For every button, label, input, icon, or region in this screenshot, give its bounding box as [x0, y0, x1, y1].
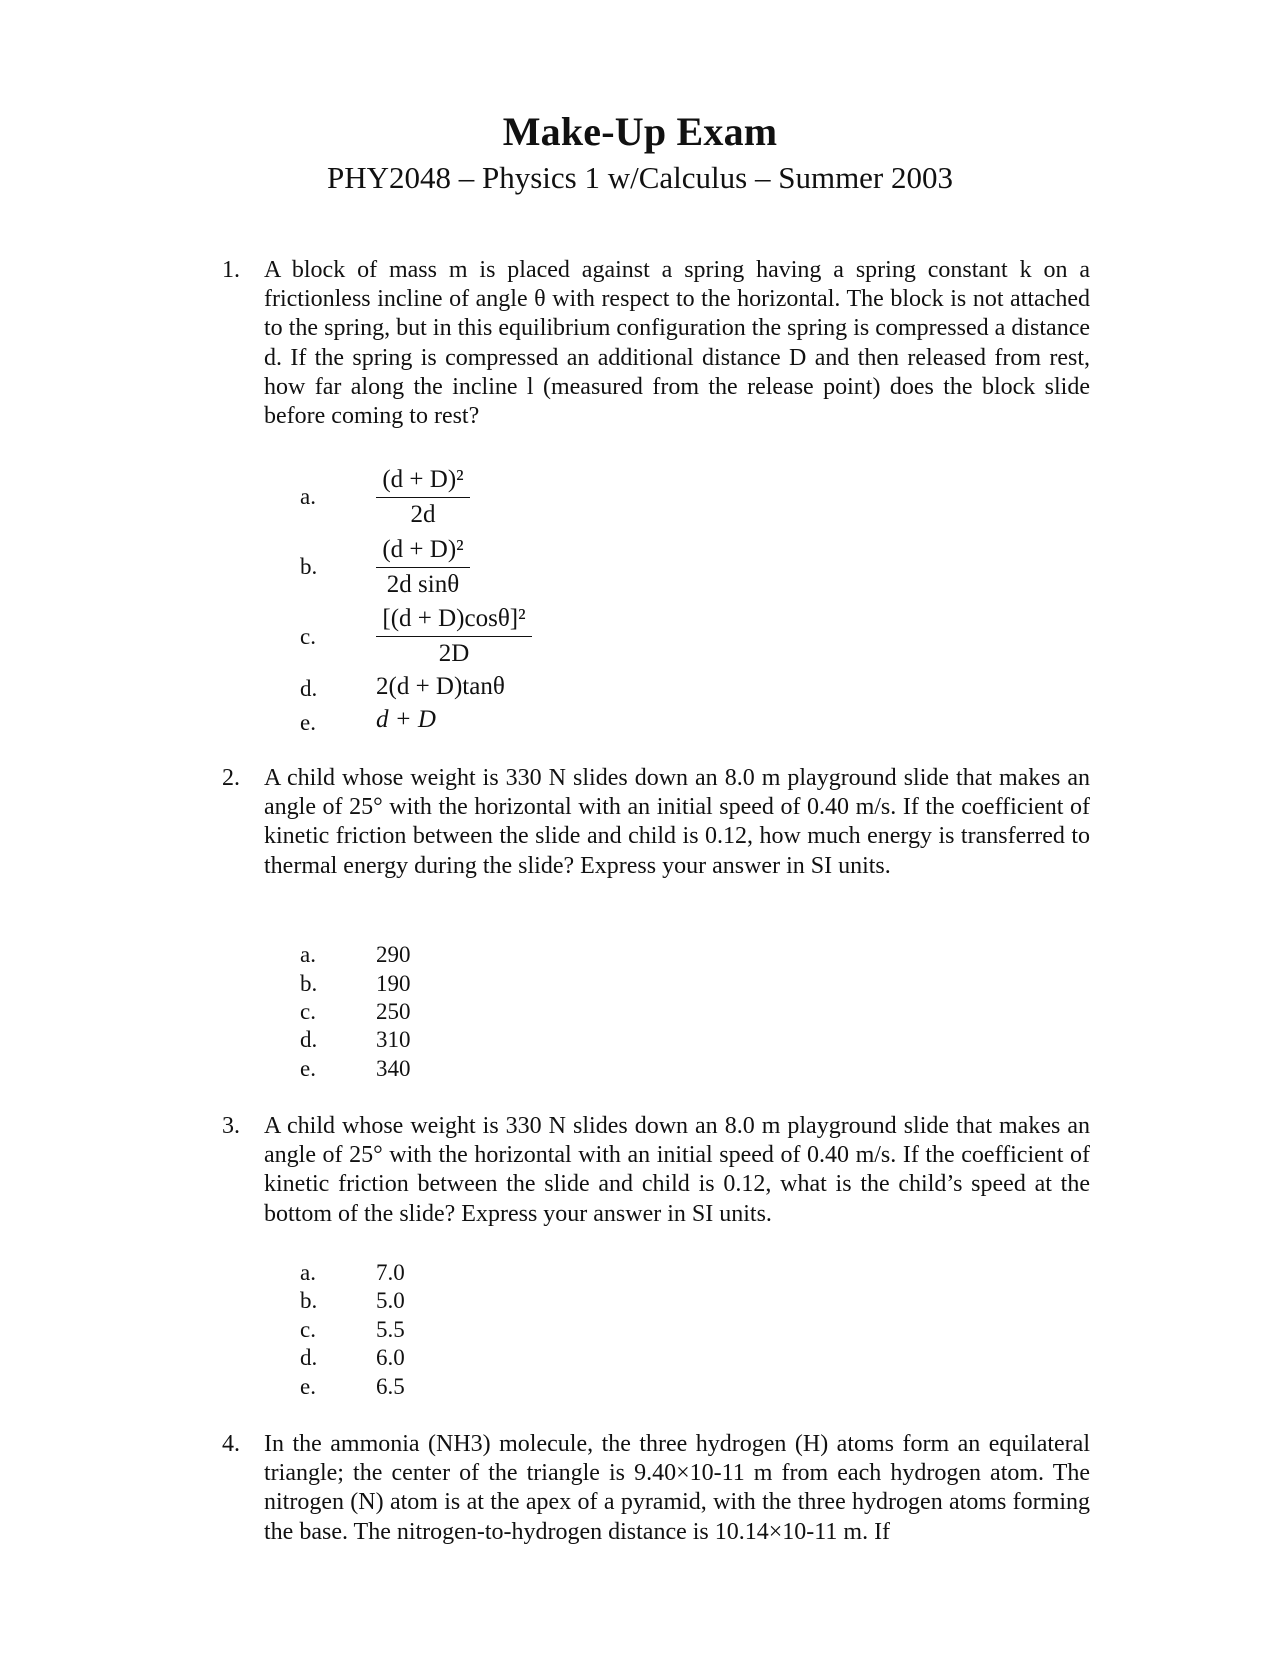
option-value: 190	[376, 971, 411, 996]
option-letter: e.	[300, 1374, 316, 1399]
exam-title: Make-Up Exam	[502, 109, 778, 154]
fraction-numerator: (d + D)²	[382, 466, 464, 493]
question-number: 2.	[222, 765, 240, 791]
fraction-bar	[376, 497, 470, 498]
exam-subtitle: PHY2048 – Physics 1 w/Calculus – Summer 2003	[326, 160, 954, 195]
question-number: 3.	[222, 1113, 240, 1139]
question-number: 4.	[222, 1431, 240, 1457]
option-letter: a.	[300, 942, 316, 967]
option-value: 6.5	[376, 1374, 405, 1399]
option-value: 290	[376, 942, 411, 967]
option-letter: e.	[300, 710, 316, 735]
option-letter: c.	[300, 999, 316, 1024]
option-letter: a.	[300, 484, 316, 509]
fraction-denominator: 2d	[410, 501, 436, 528]
option-value: 5.0	[376, 1288, 405, 1313]
question-text: A child whose weight is 330 N slides down an 8.0 m playground slide that makes an angle of 25° with the horizontal with an initial speed of 0.40 m/s. If the coefficient of kinetic friction between the slide and child is 0.12, what is the child’s speed at the bottom of the slide? Express your answer in SI units.	[264, 1113, 1090, 1227]
fraction-bar	[376, 636, 532, 637]
option-letter: d.	[300, 1027, 318, 1052]
option-value: 5.5	[376, 1317, 405, 1342]
option-letter: a.	[300, 1260, 316, 1285]
fraction-bar	[376, 567, 470, 568]
question-text: In the ammonia (NH3) molecule, the three hydrogen (H) atoms form an equilateral triangle; the center of the triangle is 9.40×10-11 m from each hydrogen atom. The nitrogen (N) atom is at the apex of a pyramid, with the three hydrogen atoms forming the base. The nitrogen-to-hydrogen distance is 10.14×10-11 m. If	[264, 1431, 1090, 1545]
option-letter: d.	[300, 1345, 318, 1370]
question-text: A child whose weight is 330 N slides down an 8.0 m playground slide that makes an angle of 25° with the horizontal with an initial speed of 0.40 m/s. If the coefficient of kinetic friction between the slide and child is 0.12, how much energy is transferred to thermal energy during the slide? Express your answer in SI units.	[264, 765, 1090, 879]
option-letter: c.	[300, 1317, 316, 1342]
option-value: d + D	[376, 706, 436, 733]
question-number: 1.	[222, 257, 240, 283]
option-value: 7.0	[376, 1260, 405, 1285]
option-letter: b.	[300, 554, 318, 579]
fraction-denominator: 2D	[438, 640, 470, 667]
option-letter: b.	[300, 1288, 318, 1313]
option-a-fraction	[376, 465, 470, 530]
option-value: 250	[376, 999, 411, 1024]
option-value: 310	[376, 1027, 411, 1052]
fraction-numerator: [(d + D)cosθ]²	[382, 605, 526, 632]
option-letter: d.	[300, 676, 318, 701]
option-letter: c.	[300, 624, 316, 649]
option-letter: b.	[300, 971, 318, 996]
option-value: 2(d + D)tanθ	[376, 673, 505, 700]
fraction-numerator: (d + D)²	[382, 536, 464, 563]
option-letter: e.	[300, 1056, 316, 1081]
option-b-fraction	[376, 535, 470, 600]
question-text: A block of mass m is placed against a spring having a spring constant k on a frictionless incline of angle θ with respect to the horizontal. The block is not attached to the spring, but in this equilibrium configuration the spring is compressed a distance d. If the spring is compressed an additional distance D and then released from rest, how far along the incline l (measured from the release point) does the block slide before coming to rest?	[264, 257, 1090, 430]
option-value: 6.0	[376, 1345, 405, 1370]
option-value: 340	[376, 1056, 411, 1081]
fraction-denominator: 2d sinθ	[386, 571, 460, 598]
option-c-fraction	[376, 604, 532, 669]
